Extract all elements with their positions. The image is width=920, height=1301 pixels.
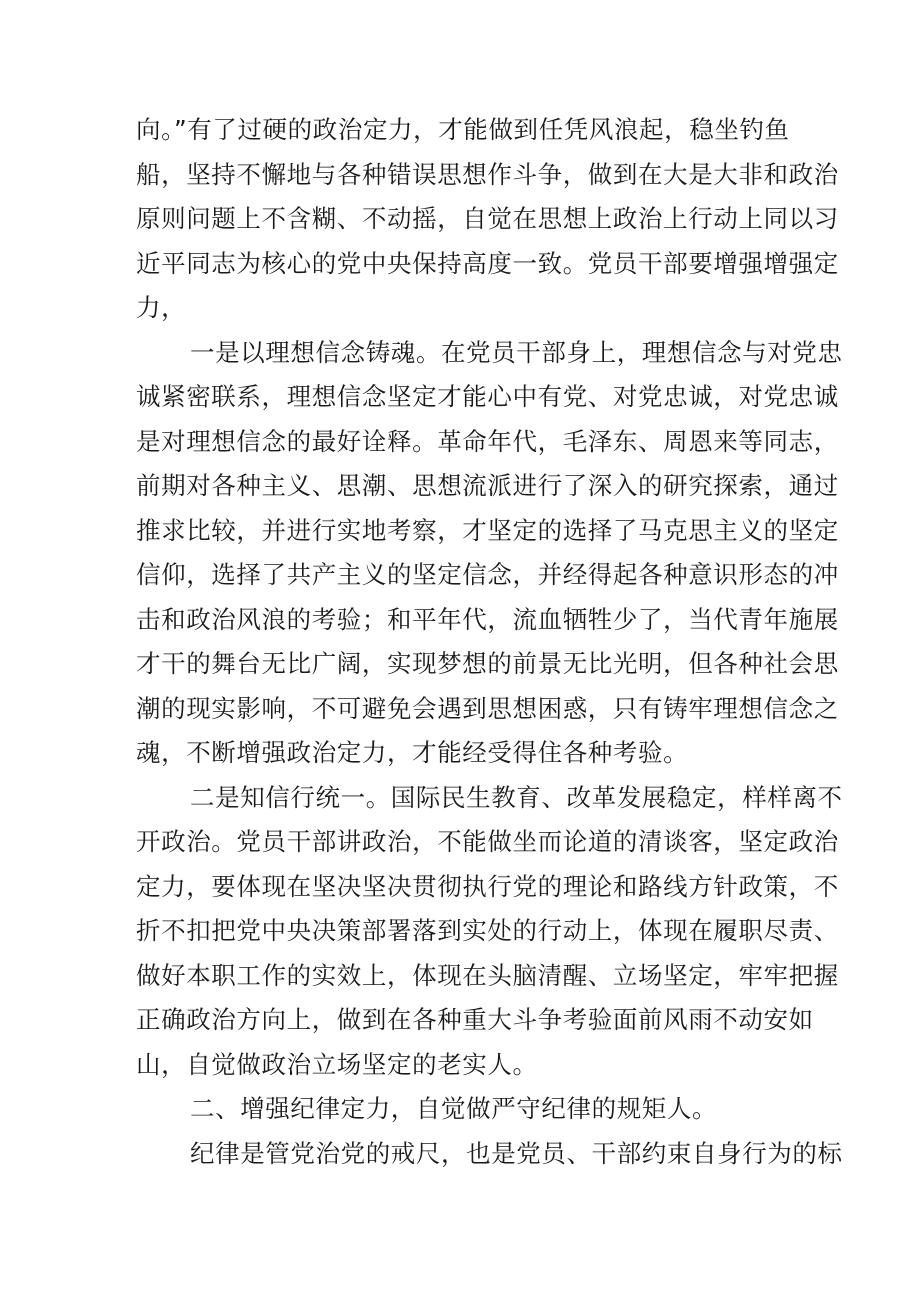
text-line: 定力，要体现在坚决坚决贯彻执行党的理论和路线方针政策，不 (136, 871, 839, 901)
text-line: 才干的舞台无比广阔，实现梦想的前景无比光明，但各种社会思 (136, 649, 839, 678)
text-line: 开政治。党员干部讲政治，不能做坐而论道的清谈客，坚定政治 (136, 827, 839, 856)
text-line: 做好本职工作的实效上，体现在头脑清醒、立场坚定，牢牢把握 (136, 960, 839, 990)
text-line: 近平同志为核心的党中央保持高度一致。党员干部要增强增强定 (136, 248, 839, 278)
text-line: 船，坚持不懈地与各种错误思想作斗争，做到在大是大非和政治 (136, 159, 839, 189)
text-line: 原则问题上不含糊、不动摇，自觉在思想上政治上行动上同以习 (136, 204, 839, 233)
text-line: 诚紧密联系，理想信念坚定才能心中有党、对党忠诚，对党忠诚 (136, 382, 839, 411)
text-line: 是对理想信念的最好诠释。革命年代，毛泽东、周恩来等同志， (136, 426, 839, 456)
text-line: 魂，不断增强政治定力，才能经受得住各种考验。 (136, 738, 689, 767)
text-line: 信仰，选择了共产主义的坚定信念，并经得起各种意识形态的冲 (136, 560, 839, 589)
text-line: 向。”有了过硬的政治定力，才能做到任凭风浪起，稳坐钓鱼 (136, 115, 790, 144)
text-line: 前期对各种主义、思潮、思想流派进行了深入的研究探索，通过 (136, 471, 839, 500)
paragraph-start-line: 纪律是管党治党的戒尺，也是党员、干部约束自身行为的标 (190, 1138, 843, 1168)
paragraph-heading-line: 二是知信行统一。国际民生教育、改革发展稳定，样样离不 (190, 782, 843, 812)
text-line: 正确政治方向上，做到在各种重大斗争考验面前风雨不动安如 (136, 1005, 814, 1034)
paragraph-heading-line: 一是以理想信念铸魂。在党员干部身上，理想信念与对党忠 (190, 337, 843, 367)
text-line: 力， (136, 293, 187, 322)
document-body (136, 108, 843, 1176)
text-line: 山，自觉做政治立场坚定的老实人。 (136, 1049, 538, 1079)
section-heading-line: 二、增强纪律定力，自觉做严守纪律的规矩人。 (190, 1094, 718, 1123)
text-line: 击和政治风浪的考验；和平年代，流血牺牲少了，当代青年施展 (136, 604, 839, 634)
text-line: 推求比较，并进行实地考察，才坚定的选择了马克思主义的坚定 (136, 515, 839, 545)
text-line: 折不扣把党中央决策部署落到实处的行动上，体现在履职尽责、 (136, 916, 839, 945)
text-line: 潮的现实影响，不可避免会遇到思想困惑，只有铸牢理想信念之 (136, 693, 839, 723)
